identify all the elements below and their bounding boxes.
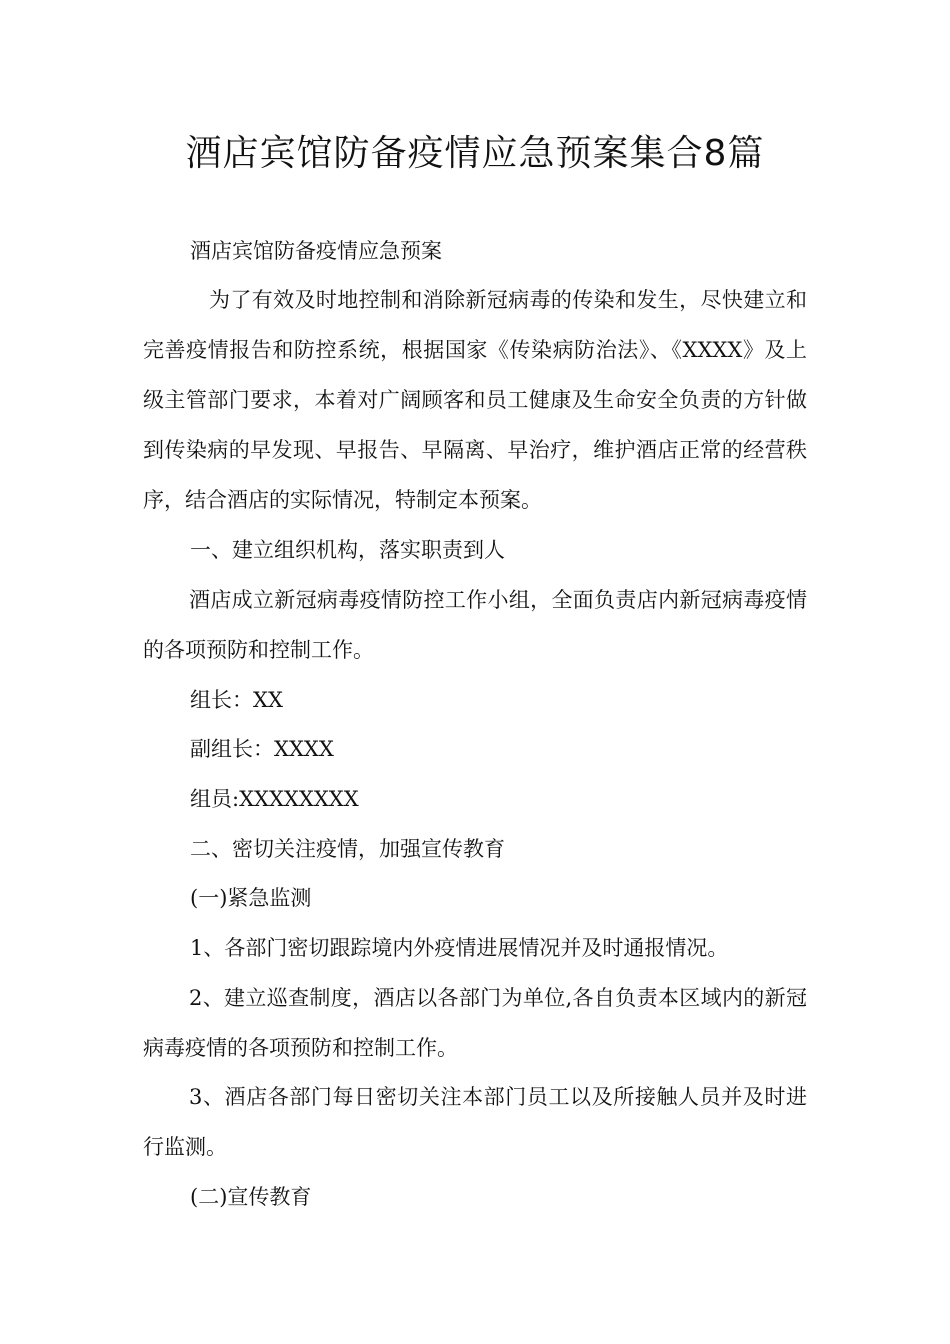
subsection-2-heading: (二)宣传教育 [190,1185,312,1209]
list-item-1: 1、各部门密切跟踪境内外疫情进展情况并及时通报情况。 [190,936,729,960]
document-subtitle: 酒店宾馆防备疫情应急预案 [190,239,442,263]
subsection-1-heading: (一)紧急监测 [190,886,312,910]
section-2-heading: 二、密切关注疫情，加强宣传教育 [190,837,505,861]
section-1-body: 酒店成立新冠病毒疫情防控工作小组，全面负责店内新冠病毒疫情的各项预防和控制工作。 [143,588,807,662]
deputy-leader-line: 副组长：XXXX [190,737,334,761]
list-item-3: 3、酒店各部门每日密切关注本部门员工以及所接触人员并及时进行监测。 [143,1085,807,1159]
section-1-heading: 一、建立组织机构，落实职责到人 [190,538,505,562]
document-title: 酒店宾馆防备疫情应急预案集合8篇 [185,133,765,174]
list-item-2: 2、建立巡查制度，酒店以各部门为单位,各自负责本区域内的新冠病毒疫情的各项预防和控制工作。 [143,986,807,1060]
members-line: 组员:XXXXXXXX [190,787,359,811]
leader-line: 组长：XX [190,688,283,712]
intro-paragraph: 为了有效及时地控制和消除新冠病毒的传染和发生，尽快建立和完善疫情报告和防控系统，根据国家《传染病防治法》、《XXXX》及上级主管部门要求，本着对广阔顾客和员工健康及生命安全负责的方针做到传染病的早发现、早报告、早隔离、早治疗，维护酒店正常的经营秩序，结合酒店的实际情况，特制定本预案。 [143,288,807,512]
